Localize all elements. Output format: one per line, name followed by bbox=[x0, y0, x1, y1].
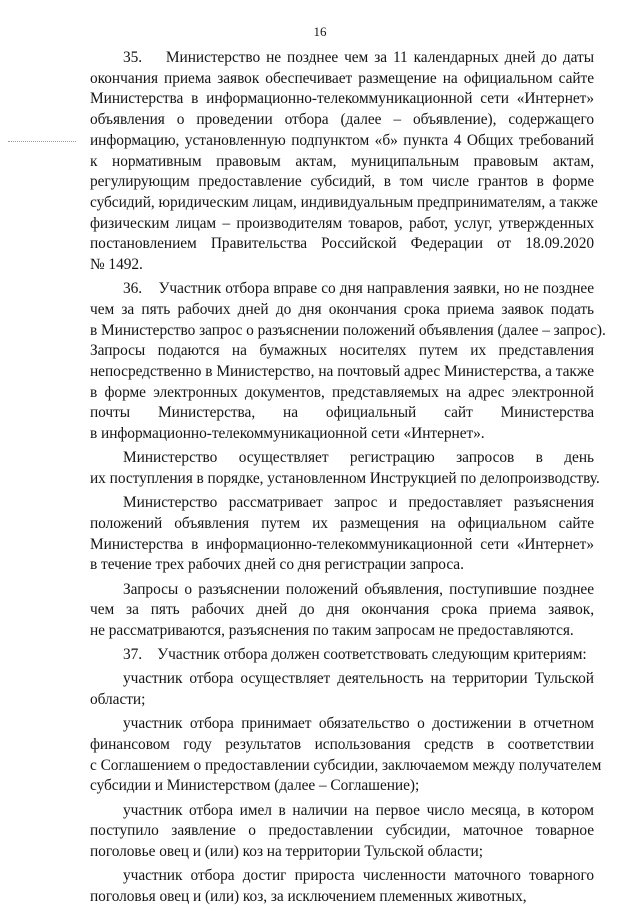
text-line: физическим лицам – производителям товаров, работ, услуг, утвержденных bbox=[90, 214, 594, 232]
margin-dotted-mark bbox=[8, 141, 76, 142]
text-line: участник отбора достиг прироста численности маточного товарного bbox=[123, 867, 594, 885]
paragraph-p37-c4 bbox=[90, 866, 594, 907]
text-line: Запросы подаются на бумажных носителях путем их представления bbox=[90, 342, 594, 360]
text-line: регулирующим предоставление субсидий, в том числе грантов в форме bbox=[90, 173, 594, 191]
text-line: Запросы о разъяснении положений объявления, поступившие позднее bbox=[123, 580, 594, 598]
text-line: участник отбора принимает обязательство о достижении в отчетном bbox=[123, 715, 594, 733]
text-line: субсидий, юридическим лицам, индивидуальным предпринимателям, а также bbox=[90, 193, 598, 211]
text-line: поступило заявление о предоставлении субсидии, маточное товарное bbox=[90, 822, 594, 840]
text-line: Министерство осуществляет регистрацию запросов в день bbox=[123, 449, 594, 467]
text-line: субсидии и Министерством (далее – Соглашение); bbox=[90, 777, 420, 795]
text-line: финансовом году результатов использования средств в соответствии bbox=[90, 736, 594, 753]
text-line: поголовье овец и (или) коз на территории Тульской области; bbox=[90, 843, 483, 861]
text-line: непосредственно в Министерство, на почтовый адрес Министерства, а также bbox=[90, 363, 594, 381]
paragraph-p37-c1 bbox=[90, 669, 594, 710]
text-line: Министерство рассматривает запрос и предоставляет разъяснения bbox=[123, 494, 594, 512]
text-line: чем за пять рабочих дней до дня окончания срока приема заявок подать bbox=[90, 300, 594, 318]
text-line: в форме электронных документов, представляемых на адрес электронной bbox=[90, 383, 594, 401]
page-number: 16 bbox=[313, 24, 327, 39]
text-line: окончания приема заявок обеспечивает размещение на официальном сайте bbox=[90, 69, 594, 87]
text-line: 35. Министерство не позднее чем за 11 календарных дней до даты bbox=[123, 49, 594, 66]
text-line: области; bbox=[90, 691, 146, 709]
text-line: участник отбора осуществляет деятельность на территории Тульской bbox=[123, 670, 594, 688]
text-line: Министерства в информационно-телекоммуникационной сети «Интернет» bbox=[90, 90, 594, 108]
text-line: в информационно-телекоммуникационной сети «Интернет». bbox=[90, 425, 485, 443]
text-line: в течение трех рабочих дней со дня регистрации запроса. bbox=[90, 556, 464, 574]
document-body bbox=[90, 48, 606, 911]
text-line: объявления о проведении отбора (далее – объявление), содержащего bbox=[90, 111, 594, 129]
paragraph-p37 bbox=[90, 645, 594, 666]
text-line: положений объявления путем их размещения на официальном сайте bbox=[90, 514, 594, 532]
text-line: почты Министерства, на официальный сайт Министерства bbox=[90, 404, 594, 422]
paragraph-p36-late bbox=[90, 580, 594, 642]
paragraph-p35 bbox=[90, 48, 598, 276]
text-line: в Министерство запрос о разъяснении положений объявления (далее – запрос). bbox=[90, 321, 606, 339]
paragraph-p36-registration bbox=[90, 448, 600, 489]
paragraph-p36 bbox=[90, 279, 606, 445]
text-line: чем за пять рабочих дней до дня окончания срока приема заявок, bbox=[90, 601, 594, 619]
text-line: с Соглашением о предоставлении субсидии, заключаемом между получателем bbox=[90, 756, 602, 774]
text-line: 36. Участник отбора вправе со дня направления заявки, но не позднее bbox=[123, 280, 594, 298]
text-line: постановлением Правительства Российской Федерации от 18.09.2020 bbox=[90, 235, 594, 253]
text-line: их поступления в порядке, установленном Инструкцией по делопроизводству. bbox=[90, 470, 600, 488]
paragraph-p36-review bbox=[90, 493, 594, 576]
text-line: информацию, установленную подпунктом «б» пункта 4 Общих требований bbox=[90, 131, 594, 149]
text-line: 37. Участник отбора должен соответствовать следующим критериям: bbox=[123, 646, 587, 664]
text-line: № 1492. bbox=[90, 256, 143, 274]
text-line: поголовья овец и (или) коз, за исключением племенных животных, bbox=[90, 887, 527, 905]
text-line: к нормативным правовым актам, муниципальным правовым актам, bbox=[90, 152, 594, 170]
paragraph-p37-c2 bbox=[90, 714, 602, 797]
paragraph-p37-c3 bbox=[90, 801, 594, 863]
text-line: не рассматриваются, разъяснения по таким запросам не предоставляются. bbox=[90, 621, 574, 639]
text-line: Министерства в информационно-телекоммуникационной сети «Интернет» bbox=[90, 535, 594, 553]
text-line: участник отбора имел в наличии на первое число месяца, в котором bbox=[123, 801, 594, 819]
